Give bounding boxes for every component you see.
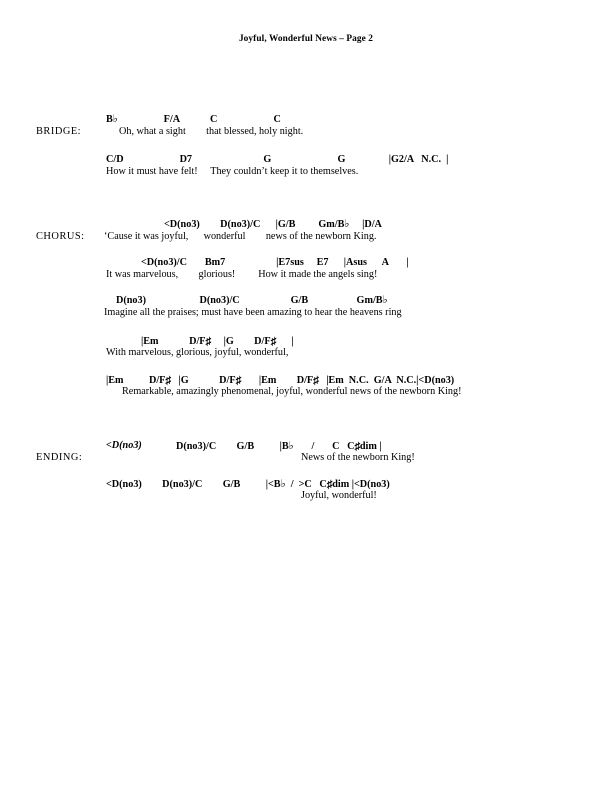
chord-text: <D(no3) D(no3)/C |G/B Gm/B: [164, 219, 345, 230]
chord-text: B: [106, 114, 113, 125]
sharp-symbol: ♯: [205, 335, 211, 348]
chord-text: / C C: [293, 441, 355, 452]
ending-line2-lyrics: Joyful, wonderful!: [301, 490, 377, 501]
chord-text: |D/A: [349, 219, 382, 230]
chord-text: dim |<D(no3): [332, 479, 390, 490]
flat-symbol: ♭: [280, 478, 286, 490]
bridge-line1-chords: [106, 115, 281, 126]
chord-text: |Em D/F: [106, 375, 166, 386]
chorus-line5-lyrics: Remarkable, amazingly phenomenal, joyful, wonderful news of the newborn King!: [122, 386, 462, 397]
chord-text: <D(no3) D(no3)/C G/B |<B: [106, 479, 281, 490]
flat-symbol: ♭: [288, 440, 294, 452]
chord-text: dim |: [359, 441, 382, 452]
chorus-line4-lyrics: With marvelous, glorious, joyful, wonderful,: [106, 347, 289, 358]
sharp-symbol: ♯: [326, 478, 333, 491]
sharp-symbol: ♯: [354, 440, 360, 453]
chorus-line3-chords: [116, 296, 388, 307]
sharp-symbol: ♯: [165, 374, 171, 387]
flat-symbol: ♭: [382, 294, 388, 306]
ending-line2-chords: [106, 479, 390, 491]
chord-text: |: [276, 336, 294, 347]
chorus-line2-chords: <D(no3)/C Bm7 |E7sus E7 |Asus A |: [141, 257, 409, 268]
sharp-symbol: ♯: [313, 374, 319, 387]
chord-text: |Em N.C. G/A N.C.|<D(no3): [318, 375, 455, 386]
section-label-bridge: BRIDGE:: [36, 126, 82, 137]
chord-text: |Em D/F: [241, 375, 314, 386]
page-title: Joyful, Wonderful News – Page 2: [238, 34, 374, 44]
chord-text: / >C C: [285, 479, 327, 490]
chorus-line1-lyrics: ‘Cause it was joyful, wonderful news of the newborn King.: [104, 231, 377, 242]
chorus-line3-lyrics: Imagine all the praises; must have been amazing to hear the heavens ring: [104, 307, 402, 318]
ending-line1-chords-italic: <D(no3): [106, 440, 142, 451]
flat-symbol: ♭: [112, 113, 118, 125]
chord-text: D(no3)/C G/B |B: [176, 441, 289, 452]
sharp-symbol: ♯: [270, 335, 276, 348]
bridge-line2-chords: C/D D7 G G |G2/A N.C. |: [106, 154, 449, 165]
section-label-chorus: CHORUS:: [36, 231, 85, 242]
sharp-symbol: ♯: [235, 374, 241, 387]
chord-text: |G D/F: [170, 375, 236, 386]
ending-line1-lyrics: News of the newborn King!: [301, 452, 415, 463]
flat-symbol: ♭: [344, 218, 350, 230]
bridge-line1-lyrics: Oh, what a sight that blessed, holy night.: [119, 126, 304, 137]
chorus-line1-chords: [164, 220, 382, 231]
chord-text: F/A C C: [117, 114, 281, 125]
section-label-ending: ENDING:: [36, 452, 83, 463]
chorus-line4-chords: [141, 336, 294, 347]
chorus-line5-chords: [106, 375, 454, 386]
chord-text: |Em D/F: [141, 336, 206, 347]
chord-text: D(no3) D(no3)/C G/B Gm/B: [116, 295, 383, 306]
ending-line1-chords: [176, 441, 382, 453]
bridge-line2-lyrics: How it must have felt! They couldn’t keep it to themselves.: [106, 166, 359, 177]
chorus-line2-lyrics: It was marvelous, glorious! How it made the angels sing!: [106, 269, 378, 280]
chord-text: |G D/F: [210, 336, 271, 347]
